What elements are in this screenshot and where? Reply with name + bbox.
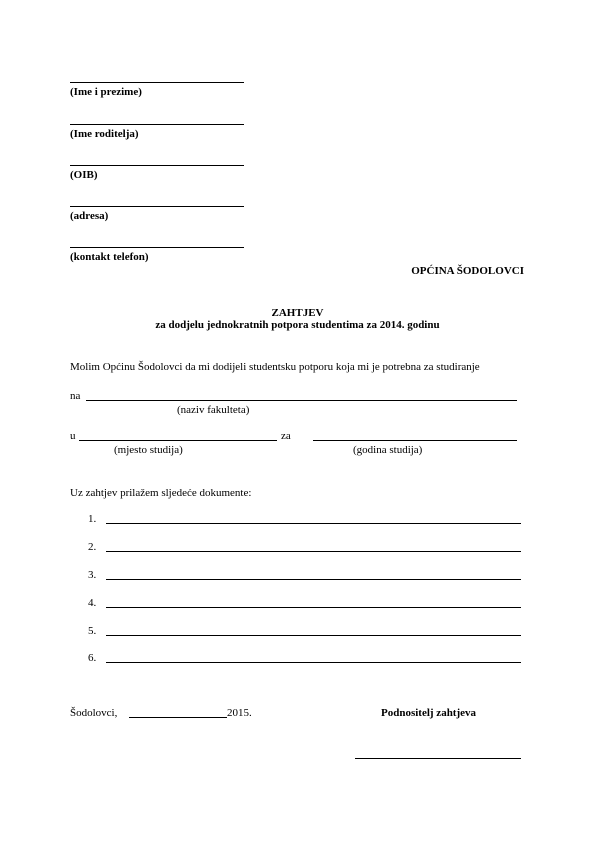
date-field-line[interactable] — [129, 717, 227, 718]
address-label: (adresa) — [70, 210, 109, 222]
year-suffix: 2015. — [227, 707, 252, 719]
study-year-prefix: za — [281, 430, 291, 442]
attachment-field-line[interactable] — [106, 523, 521, 524]
faculty-caption: (naziv fakulteta) — [177, 404, 250, 416]
signature-label: Podnositelj zahtjeva — [381, 707, 477, 719]
attachment-number: 2. — [88, 541, 97, 553]
attachment-field-line[interactable] — [106, 607, 521, 608]
document-title: ZAHTJEV — [271, 307, 324, 319]
phone-label: (kontakt telefon) — [70, 251, 149, 263]
oib-field-line[interactable] — [70, 165, 244, 166]
oib-label: (OIB) — [70, 169, 98, 181]
attachment-number: 5. — [88, 625, 97, 637]
study-place-field-line[interactable] — [79, 440, 277, 441]
faculty-prefix: na — [70, 390, 81, 402]
document-subtitle: za dodjelu jednokratnih potpora studentima za 2014. godinu — [155, 319, 440, 331]
study-place-prefix: u — [70, 430, 76, 442]
attachment-field-line[interactable] — [106, 662, 521, 663]
attachment-field-line[interactable] — [106, 635, 521, 636]
parent-name-label: (Ime roditelja) — [70, 128, 139, 140]
study-place-caption: (mjesto studija) — [114, 444, 183, 456]
name-label: (Ime i prezime) — [70, 86, 142, 98]
signature-field-line[interactable] — [355, 758, 521, 759]
phone-field-line[interactable] — [70, 247, 244, 248]
recipient: OPĆINA ŠODOLOVCI — [411, 265, 524, 277]
attachment-number: 4. — [88, 597, 97, 609]
attachments-intro: Uz zahtjev prilažem sljedeće dokumente: — [70, 487, 252, 499]
attachment-field-line[interactable] — [106, 551, 521, 552]
address-field-line[interactable] — [70, 206, 244, 207]
study-year-field-line[interactable] — [313, 440, 517, 441]
study-year-caption: (godina studija) — [353, 444, 423, 456]
name-field-line[interactable] — [70, 82, 244, 83]
faculty-field-line[interactable] — [86, 400, 517, 401]
request-text: Molim Općinu Šodolovci da mi dodijeli studentsku potporu koja mi je potrebna za studiranje — [70, 361, 480, 373]
parent-name-field-line[interactable] — [70, 124, 244, 125]
attachment-number: 3. — [88, 569, 97, 581]
attachment-number: 1. — [88, 513, 97, 525]
place-label: Šodolovci, — [70, 707, 118, 719]
attachment-number: 6. — [88, 652, 97, 664]
attachment-field-line[interactable] — [106, 579, 521, 580]
